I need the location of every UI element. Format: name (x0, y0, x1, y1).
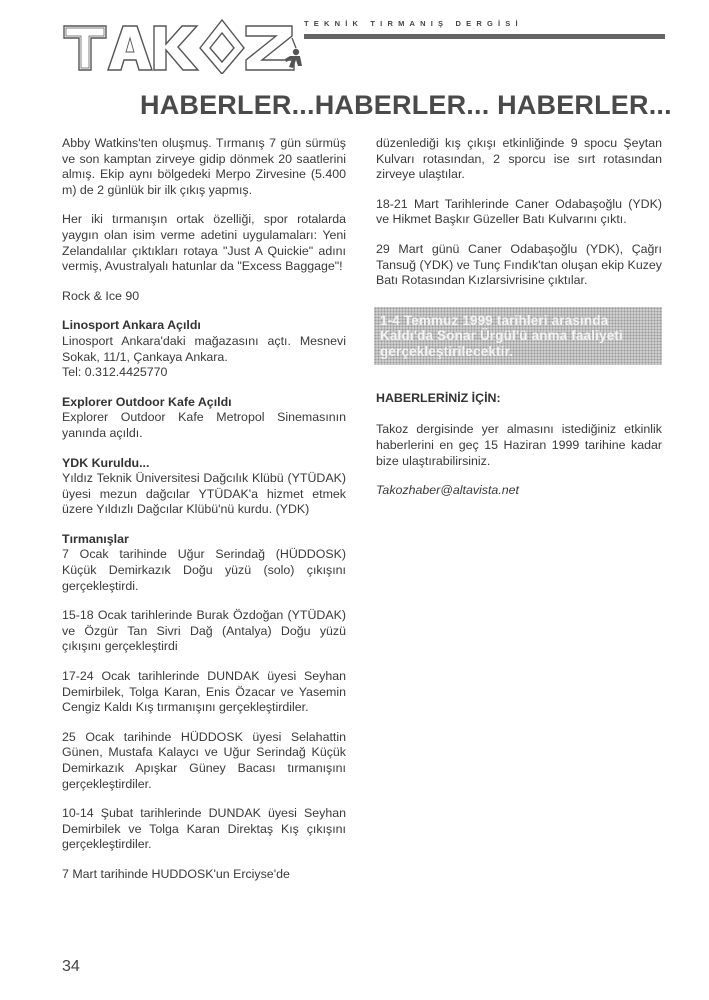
right-column (376, 136, 662, 513)
announcement-banner (374, 307, 662, 365)
page-number: 34 (62, 958, 80, 975)
masthead (60, 12, 665, 74)
takoz-logo (60, 12, 310, 74)
news-body: Takoz dergisinde yer almasını istediğiniz etkinlik haberlerini en geç 15 Haziran 1999 tarihine kadar bize ulaştırabilirsiniz. (376, 422, 662, 468)
climb-item-4: 25 Ocak tarihinde HÜDDOSK üyesi Selahattin Günen, Mustafa Kalaycı ve Uğur Serindağ Küçük Demirkazık Apışkar Güney Bacası tırmanışını gerçekleştirdiler. (62, 729, 346, 791)
article-paragraph-1: Abby Watkins'ten oluşmuş. Tırmanış 7 gün sürmüş ve son kamptan zirveye gidip dönmek 20 saatlerini almış. Ekip aynı bölgedeki Merpo Zirvesine (5.400 m) de 2 günlük bir ilk çıkış yapmış. (62, 136, 346, 197)
linosport-body: Linosport Ankara'daki mağazasını açtı. Mesnevi Sokak, 11/1, Çankaya Ankara. (62, 333, 346, 364)
article-paragraph-2: Her iki tırmanışın ortak özelliği, spor rotalarda yaygın olan isim verme adetini uygulamaları: Yeni Zelandalılar çıktıkları rotaya "Just A Quickie" adını vermiş, Avustralyalı hatunlar da "Excess Baggage"! (62, 212, 346, 274)
linosport-phone: Tel: 0.312.4425770 (62, 365, 168, 380)
linosport-heading: Linosport Ankara Açıldı (62, 318, 201, 333)
climb-item-3: 17-24 Ocak tarihlerinde DUNDAK üyesi Seyhan Demirbilek, Tolga Karan, Enis Özacar ve Yasemin Cengiz Kaldı Kış tırmanışını gerçekleştirdiler. (62, 669, 346, 715)
news-heading: HABERLERİNİZ İÇİN: (376, 390, 501, 405)
right-paragraph-1: düzenlediği kış çıkışı etkinliğinde 9 spocu Şeytan Kulvarı rotasından, 2 sporcu ise sırt rotasından zirveye ulaştılar. (376, 136, 662, 182)
right-paragraph-2: 18-21 Mart Tarihlerinde Caner Odabaşoğlu (YDK) ve Hikmet Başkır Güzeller Batı Kulvarını çıktı. (376, 196, 662, 227)
article-source: Rock & Ice 90 (62, 288, 140, 303)
explorer-body: Explorer Outdoor Kafe Metropol Sinemasının yanında açıldı. (62, 410, 346, 440)
explorer-heading: Explorer Outdoor Kafe Açıldı (62, 394, 232, 409)
climb-item-6: 7 Mart tarihinde HUDDOSK'un Erciyse'de (62, 866, 290, 881)
page-headline: HABERLER...HABERLER... HABERLER... (140, 90, 672, 120)
right-paragraph-3: 29 Mart günü Caner Odabaşoğlu (YDK), Çağrı Tansuğ (YDK) ve Tunç Fındık'tan oluşan ekip Kuzey Batı Rotasından Kızlarsivrisine çıktılar. (376, 241, 662, 288)
left-column (62, 136, 346, 897)
climb-item-5: 10-14 Şubat tarihlerinde DUNDAK üyesi Seyhan Demirbilek ve Tolga Karan Direktaş Kış çıkışını gerçekleştirdiler. (62, 806, 346, 852)
masthead-rule (304, 34, 665, 39)
announcement-text: 1-4 Temmuz 1999 tarihleri arasında Kaldı'da Sonar Ürgül'ü anma faaliyeti gerçekleştirilecektir. (380, 312, 623, 359)
tagline: TEKNİK TIRMANIŞ DERGİSİ (304, 19, 523, 28)
contact-email[interactable]: Takozhaber@altavista.net (376, 483, 519, 498)
climb-item-1: 7 Ocak tarihinde Uğur Serindağ (HÜDDOSK) Küçük Demirkazık Doğu yüzü (solo) çıkışını gerçekleştirdi. (62, 547, 346, 593)
climbs-heading: Tırmanışlar (62, 531, 129, 546)
climb-item-2: 15-18 Ocak tarihlerinde Burak Özdoğan (YTÜDAK) ve Özgür Tan Sivri Dağ (Antalya) Doğu yüzü çıkışını gerçekleştirdi (62, 608, 346, 654)
ydk-body: Yıldız Teknik Üniversitesi Dağcılık Klübü (YTÜDAK) üyesi mezun dağcılar YTÜDAK'a hizmet etmek üzere Yıldızlı Dağcılar Klübü'nü kurdu. (YDK) (62, 471, 346, 517)
ydk-heading: YDK Kuruldu... (62, 455, 150, 470)
